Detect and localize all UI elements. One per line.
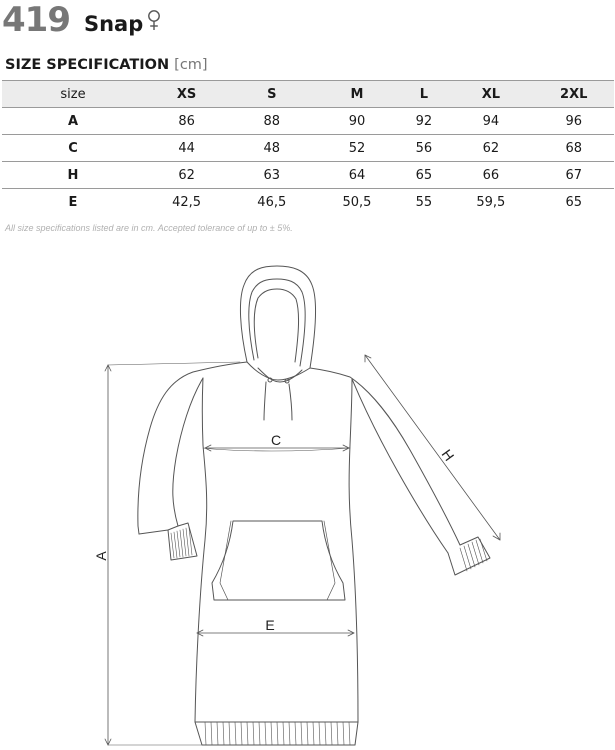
table-header-cell: size <box>2 81 144 108</box>
size-table <box>2 80 614 216</box>
table-header-cell: M <box>314 81 399 108</box>
table-cell: 68 <box>533 135 614 162</box>
female-symbol-icon <box>147 9 161 36</box>
table-cell: 56 <box>400 135 449 162</box>
table-cell: 64 <box>314 162 399 189</box>
table-header-cell: L <box>400 81 449 108</box>
table-header-row <box>2 81 614 108</box>
table-row <box>2 162 614 189</box>
table-cell: 44 <box>144 135 229 162</box>
table-cell: 96 <box>533 108 614 135</box>
table-cell: 90 <box>314 108 399 135</box>
hem-ribbing <box>205 722 350 745</box>
table-cell: 42,5 <box>172 194 202 210</box>
table-cell: 52 <box>314 135 399 162</box>
measure-label-c: C <box>270 432 282 448</box>
spec-unit: [cm] <box>174 57 208 73</box>
row-label: C <box>2 135 144 162</box>
product-code: 419 <box>2 0 70 40</box>
measure-label-h: H <box>438 446 458 464</box>
table-cell: 48 <box>229 135 314 162</box>
table-cell: 92 <box>400 108 449 135</box>
table-row <box>2 135 614 162</box>
table-cell: 55 <box>415 194 433 210</box>
table-cell: 50,5 <box>342 194 372 210</box>
product-name: Snap <box>83 12 144 36</box>
garment-outline <box>138 266 490 745</box>
row-label: H <box>2 162 144 189</box>
tolerance-note: All size specifications listed are in cm. Accepted tolerance of up to ± 5%. <box>5 223 293 233</box>
table-header-cell: XL <box>448 81 533 108</box>
measure-label-e: E <box>265 617 275 633</box>
table-cell: 65 <box>400 162 449 189</box>
table-cell: 88 <box>229 108 314 135</box>
measure-label-a: A <box>93 551 109 561</box>
table-cell: 63 <box>229 162 314 189</box>
table-row <box>2 189 614 216</box>
row-label: A <box>2 108 144 135</box>
table-cell: 62 <box>448 135 533 162</box>
hoodie-dress-drawing <box>0 255 615 750</box>
table-cell: 94 <box>448 108 533 135</box>
table-cell: 86 <box>144 108 229 135</box>
table-header-cell: S <box>229 81 314 108</box>
table-cell: 66 <box>448 162 533 189</box>
table-header-cell: XS <box>144 81 229 108</box>
table-cell: 59,5 <box>476 194 506 210</box>
table-cell: 65 <box>565 194 582 210</box>
table-cell: 46,5 <box>257 194 287 210</box>
header <box>2 0 161 40</box>
table-cell: 67 <box>533 162 614 189</box>
table-cell: 62 <box>144 162 229 189</box>
spec-title <box>5 57 208 73</box>
spec-title-text: SIZE SPECIFICATION <box>5 57 170 73</box>
table-row <box>2 108 614 135</box>
row-label: E <box>68 194 78 210</box>
measurement-lines <box>105 355 500 745</box>
table-header-cell: 2XL <box>533 81 614 108</box>
